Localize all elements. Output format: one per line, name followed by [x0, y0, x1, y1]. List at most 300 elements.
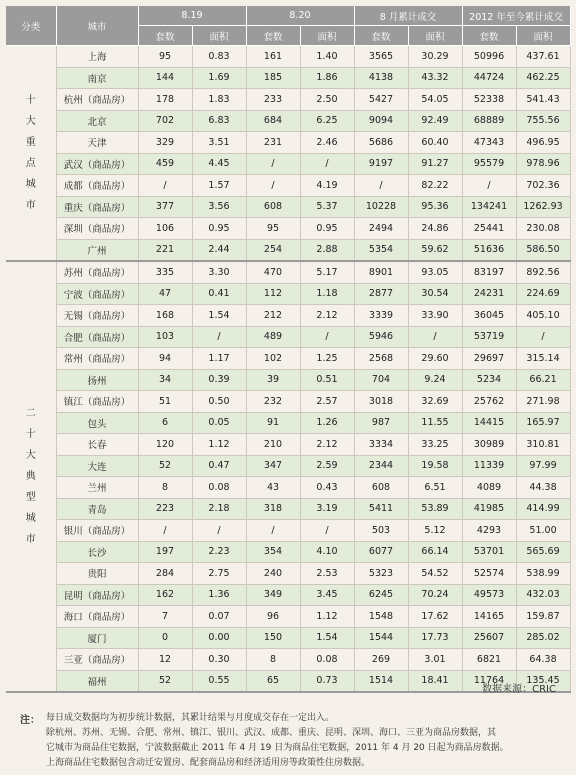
table-cell: 1.69 [192, 67, 246, 89]
table-cell: 349 [246, 584, 300, 606]
table-cell: 4089 [462, 477, 516, 499]
city-name: 无锡（商品房） [56, 305, 138, 327]
table-cell: 0.41 [192, 283, 246, 305]
subheader-area: 面积 [516, 26, 570, 46]
table-cell: 0.50 [192, 391, 246, 413]
table-cell: 1.36 [192, 584, 246, 606]
table-cell: 150 [246, 627, 300, 649]
table-cell: 68889 [462, 110, 516, 132]
table-cell: 231 [246, 132, 300, 154]
table-cell: 10228 [354, 196, 408, 218]
table-cell: 3018 [354, 391, 408, 413]
table-cell: 159.87 [516, 606, 570, 628]
table-row [6, 283, 570, 305]
table-cell: 978.96 [516, 153, 570, 175]
table-cell: 33.25 [408, 434, 462, 456]
table-row [6, 326, 570, 348]
table-cell: 54.05 [408, 89, 462, 111]
city-name: 昆明（商品房） [56, 584, 138, 606]
note-line: 除杭州、苏州、无锡、合肥、常州、镇江、银川、武汉、成都、重庆、昆明、深圳、海口、三亚为商品房数据，其 [46, 728, 497, 738]
table-row [6, 369, 570, 391]
city-name: 青岛 [56, 498, 138, 520]
table-cell: 94 [138, 348, 192, 370]
table-cell: 987 [354, 412, 408, 434]
table-cell: 5411 [354, 498, 408, 520]
table-cell: 106 [138, 218, 192, 240]
table-cell: 437.61 [516, 46, 570, 68]
table-cell: 0 [138, 627, 192, 649]
table-cell: 269 [354, 649, 408, 671]
city-name: 杭州（商品房） [56, 89, 138, 111]
table-cell: / [300, 520, 354, 542]
city-name: 长春 [56, 434, 138, 456]
table-row [6, 67, 570, 89]
table-cell: 2.12 [300, 305, 354, 327]
table-cell: 1.86 [300, 67, 354, 89]
table-cell: 0.39 [192, 369, 246, 391]
table-cell: 102 [246, 348, 300, 370]
table-cell: 414.99 [516, 498, 570, 520]
table-cell: 755.56 [516, 110, 570, 132]
table-cell: 34 [138, 369, 192, 391]
table-cell: 17.62 [408, 606, 462, 628]
table-cell: 2.18 [192, 498, 246, 520]
table-cell: 318 [246, 498, 300, 520]
table-row [6, 563, 570, 585]
table-cell: 95 [246, 218, 300, 240]
table-cell: 6 [138, 412, 192, 434]
city-name: 包头 [56, 412, 138, 434]
table-cell: / [246, 520, 300, 542]
table-cell: 25441 [462, 218, 516, 240]
table-cell: 892.56 [516, 261, 570, 283]
city-name: 兰州 [56, 477, 138, 499]
table-row [6, 153, 570, 175]
group-label-char: 二 [25, 408, 36, 419]
table-row [6, 348, 570, 370]
table-cell: 0.55 [192, 670, 246, 692]
table-row [6, 46, 570, 68]
table-cell: / [408, 326, 462, 348]
data-source: 数据来源：CRIC [482, 684, 556, 695]
table-cell: / [192, 520, 246, 542]
table-row [6, 391, 570, 413]
table-cell: 9.24 [408, 369, 462, 391]
note-line: 上海商品住宅数据包含动迁安置房、配套商品房和经济适用房等政策性住房数据。 [46, 758, 371, 768]
table-cell: 95.36 [408, 196, 462, 218]
table-cell: 91.27 [408, 153, 462, 175]
table-cell: 144 [138, 67, 192, 89]
table-row [6, 434, 570, 456]
table-cell: 3.30 [192, 261, 246, 283]
table-cell: 168 [138, 305, 192, 327]
table-cell: 66.14 [408, 541, 462, 563]
table-cell: 3.56 [192, 196, 246, 218]
city-name: 宁波（商品房） [56, 283, 138, 305]
table-cell: 271.98 [516, 391, 570, 413]
group-label-char: 城 [25, 513, 36, 524]
city-name: 合肥（商品房） [56, 326, 138, 348]
table-cell: 3.01 [408, 649, 462, 671]
city-name: 成都（商品房） [56, 175, 138, 197]
table-cell: 47343 [462, 132, 516, 154]
header-period-3: 2012 年至今累计成交 [462, 6, 570, 26]
group-label-char: 大 [25, 116, 36, 127]
subheader-units: 套数 [246, 26, 300, 46]
table-row [6, 649, 570, 671]
city-name: 苏州（商品房） [56, 261, 138, 283]
table-row [6, 412, 570, 434]
city-name: 长沙 [56, 541, 138, 563]
table-cell: 1544 [354, 627, 408, 649]
table-cell: 53719 [462, 326, 516, 348]
table-cell: 12 [138, 649, 192, 671]
table-cell: 11339 [462, 455, 516, 477]
table-cell: 5234 [462, 369, 516, 391]
table-cell: 197 [138, 541, 192, 563]
group-label [6, 46, 56, 262]
group-label-char: 点 [25, 158, 36, 169]
table-cell: 1514 [354, 670, 408, 692]
table-cell: 3334 [354, 434, 408, 456]
table-cell: 1.12 [192, 434, 246, 456]
table-cell: 2.75 [192, 563, 246, 585]
table-cell: 224.69 [516, 283, 570, 305]
table-cell: 5.37 [300, 196, 354, 218]
table-cell: 24.86 [408, 218, 462, 240]
table-cell: 1.40 [300, 46, 354, 68]
table-cell: 5323 [354, 563, 408, 585]
city-name: 镇江（商品房） [56, 391, 138, 413]
group-label-char: 十 [25, 429, 36, 440]
table-cell: / [300, 153, 354, 175]
table-cell: 41985 [462, 498, 516, 520]
table-cell: 704 [354, 369, 408, 391]
group-label-char: 十 [25, 95, 36, 106]
city-name: 贵阳 [56, 563, 138, 585]
table-row [6, 455, 570, 477]
table-cell: 2.50 [300, 89, 354, 111]
table-cell: 5354 [354, 239, 408, 261]
city-name: 深圳（商品房） [56, 218, 138, 240]
table-cell: 53.89 [408, 498, 462, 520]
table-cell: 0.95 [192, 218, 246, 240]
table-cell: / [138, 175, 192, 197]
header-period-0: 8.19 [138, 6, 246, 26]
table-cell: 1.17 [192, 348, 246, 370]
table-cell: 1.57 [192, 175, 246, 197]
table-cell: 538.99 [516, 563, 570, 585]
notes [46, 711, 566, 771]
table-cell: 52 [138, 670, 192, 692]
table-row [6, 305, 570, 327]
table-header [6, 6, 570, 46]
table-cell: 51 [138, 391, 192, 413]
table-cell: 240 [246, 563, 300, 585]
table-cell: 2.59 [300, 455, 354, 477]
table-cell: 212 [246, 305, 300, 327]
table-cell: 91 [246, 412, 300, 434]
table-cell: 0.83 [192, 46, 246, 68]
table-cell: 11764 [462, 670, 516, 692]
table-cell: 6077 [354, 541, 408, 563]
city-name: 福州 [56, 670, 138, 692]
city-name: 天津 [56, 132, 138, 154]
table-cell: 59.62 [408, 239, 462, 261]
subheader-units: 套数 [138, 26, 192, 46]
table-cell: 2494 [354, 218, 408, 240]
table-cell: / [462, 175, 516, 197]
table-cell: 19.58 [408, 455, 462, 477]
table-cell: 9197 [354, 153, 408, 175]
table-cell: / [246, 175, 300, 197]
table-cell: 254 [246, 239, 300, 261]
city-name: 大连 [56, 455, 138, 477]
table-cell: 0.00 [192, 627, 246, 649]
table-cell: 233 [246, 89, 300, 111]
table-cell: 95 [138, 46, 192, 68]
table-cell: 5686 [354, 132, 408, 154]
group-label-char: 市 [25, 534, 36, 545]
table-cell: 5.17 [300, 261, 354, 283]
note-line: 它城市为商品住宅数据，宁波数据截止 2011 年 4 月 19 日为商品住宅数据，2011 年 4 月 20 日起为商品房数据。 [46, 743, 509, 753]
table-cell: 0.05 [192, 412, 246, 434]
table-cell: 608 [246, 196, 300, 218]
table-cell: 230.08 [516, 218, 570, 240]
table-cell: 565.69 [516, 541, 570, 563]
table-cell: 210 [246, 434, 300, 456]
table-cell: 178 [138, 89, 192, 111]
table-cell: 54.52 [408, 563, 462, 585]
city-name: 武汉（商品房） [56, 153, 138, 175]
table-row [6, 239, 570, 261]
table-row [6, 261, 570, 283]
table-cell: 32.69 [408, 391, 462, 413]
table-row [6, 89, 570, 111]
table-cell: 223 [138, 498, 192, 520]
table-row [6, 498, 570, 520]
table-cell: 2568 [354, 348, 408, 370]
table-cell: 586.50 [516, 239, 570, 261]
table-cell: 2.53 [300, 563, 354, 585]
table-cell: 25607 [462, 627, 516, 649]
city-name: 海口（商品房） [56, 606, 138, 628]
table-cell: 2.44 [192, 239, 246, 261]
table-cell: 9094 [354, 110, 408, 132]
city-name: 厦门 [56, 627, 138, 649]
table-cell: 50996 [462, 46, 516, 68]
table-cell: 11.55 [408, 412, 462, 434]
header-period-1: 8.20 [246, 6, 354, 26]
table-cell: 489 [246, 326, 300, 348]
table-cell: 232 [246, 391, 300, 413]
table-cell: 18.41 [408, 670, 462, 692]
table-cell: 112 [246, 283, 300, 305]
table-cell: 2877 [354, 283, 408, 305]
table-cell: 185 [246, 67, 300, 89]
table-cell: 70.24 [408, 584, 462, 606]
table-cell: 354 [246, 541, 300, 563]
group-label [6, 261, 56, 692]
table-cell: 684 [246, 110, 300, 132]
city-name: 重庆（商品房） [56, 196, 138, 218]
table-cell: 5946 [354, 326, 408, 348]
table-cell: / [192, 326, 246, 348]
city-name: 常州（商品房） [56, 348, 138, 370]
table-cell: 0.30 [192, 649, 246, 671]
subheader-units: 套数 [462, 26, 516, 46]
table-cell: 4.19 [300, 175, 354, 197]
table-cell: 44724 [462, 67, 516, 89]
table-row [6, 627, 570, 649]
table-cell: 496.95 [516, 132, 570, 154]
table-cell: 5.12 [408, 520, 462, 542]
table-cell: 8 [138, 477, 192, 499]
city-name: 上海 [56, 46, 138, 68]
table-cell: 30989 [462, 434, 516, 456]
table-cell: 1548 [354, 606, 408, 628]
table-row [6, 110, 570, 132]
table-cell: 0.43 [300, 477, 354, 499]
table-cell: 65 [246, 670, 300, 692]
table-cell: 315.14 [516, 348, 570, 370]
table-cell: 39 [246, 369, 300, 391]
table-cell: 44.38 [516, 477, 570, 499]
city-name: 南京 [56, 67, 138, 89]
table-cell: 3.19 [300, 498, 354, 520]
city-name: 扬州 [56, 369, 138, 391]
table-cell: 1262.93 [516, 196, 570, 218]
table-cell: 30.54 [408, 283, 462, 305]
city-name: 广州 [56, 239, 138, 261]
table-cell: 6821 [462, 649, 516, 671]
note-label: 注： [20, 715, 40, 726]
table-cell: 52338 [462, 89, 516, 111]
table-cell: 66.21 [516, 369, 570, 391]
group-label-char: 典 [25, 471, 36, 482]
table-cell: 6.83 [192, 110, 246, 132]
table-cell: 2.88 [300, 239, 354, 261]
group-label-char: 型 [25, 492, 36, 503]
table-cell: 0.07 [192, 606, 246, 628]
table-cell: 83197 [462, 261, 516, 283]
table-cell: 52574 [462, 563, 516, 585]
table-cell: 51.00 [516, 520, 570, 542]
table-cell: 1.54 [192, 305, 246, 327]
table-cell: 36045 [462, 305, 516, 327]
table-cell: 1.12 [300, 606, 354, 628]
table-row [6, 477, 570, 499]
table-cell: 0.95 [300, 218, 354, 240]
table-cell: 5427 [354, 89, 408, 111]
table-cell: 47 [138, 283, 192, 305]
table-cell: 14165 [462, 606, 516, 628]
table-cell: 161 [246, 46, 300, 68]
table-row [6, 584, 570, 606]
table-row [6, 606, 570, 628]
table-cell: / [516, 326, 570, 348]
table-cell: 6245 [354, 584, 408, 606]
table-cell: 2.23 [192, 541, 246, 563]
table-cell: 1.54 [300, 627, 354, 649]
table-row [6, 196, 570, 218]
table-cell: 329 [138, 132, 192, 154]
table-cell: 8901 [354, 261, 408, 283]
city-name: 三亚（商品房） [56, 649, 138, 671]
table-cell: 221 [138, 239, 192, 261]
transaction-table [6, 6, 571, 693]
table-cell: 459 [138, 153, 192, 175]
table-row [6, 218, 570, 240]
table-cell: / [138, 520, 192, 542]
table-cell: 103 [138, 326, 192, 348]
table-cell: 285.02 [516, 627, 570, 649]
table-cell: 4293 [462, 520, 516, 542]
header-group: 分类 [6, 6, 56, 46]
table-cell: 8 [246, 649, 300, 671]
table-cell: 6.51 [408, 477, 462, 499]
table-cell: 2.57 [300, 391, 354, 413]
table-cell: 0.47 [192, 455, 246, 477]
table-cell: 14415 [462, 412, 516, 434]
table-cell: 4138 [354, 67, 408, 89]
table-cell: 503 [354, 520, 408, 542]
table-cell: 608 [354, 477, 408, 499]
table-cell: 43.32 [408, 67, 462, 89]
table-row [6, 520, 570, 542]
table-cell: 1.25 [300, 348, 354, 370]
table-cell: 432.03 [516, 584, 570, 606]
table-cell: 0.08 [192, 477, 246, 499]
table-cell: 30.29 [408, 46, 462, 68]
group-label-char: 市 [25, 200, 36, 211]
table-cell: 82.22 [408, 175, 462, 197]
table-cell: 29.60 [408, 348, 462, 370]
table-cell: 49573 [462, 584, 516, 606]
header-city: 城市 [56, 6, 138, 46]
table-cell: 52 [138, 455, 192, 477]
table-cell: 541.43 [516, 89, 570, 111]
table-cell: 97.99 [516, 455, 570, 477]
table-cell: 33.90 [408, 305, 462, 327]
table-cell: 165.97 [516, 412, 570, 434]
table-body [6, 46, 570, 693]
city-name: 银川（商品房） [56, 520, 138, 542]
table-cell: 162 [138, 584, 192, 606]
subheader-area: 面积 [408, 26, 462, 46]
subheader-area: 面积 [300, 26, 354, 46]
table-cell: 135.45 [516, 670, 570, 692]
table-cell: 25762 [462, 391, 516, 413]
table-cell: 310.81 [516, 434, 570, 456]
table-cell: 64.38 [516, 649, 570, 671]
table-cell: 120 [138, 434, 192, 456]
table-cell: 51636 [462, 239, 516, 261]
table-cell: 405.10 [516, 305, 570, 327]
header-period-2: 8 月累计成交 [354, 6, 462, 26]
table-cell: 1.18 [300, 283, 354, 305]
table-cell: 1.26 [300, 412, 354, 434]
table-cell: 2.12 [300, 434, 354, 456]
table-cell: 284 [138, 563, 192, 585]
table-row [6, 175, 570, 197]
note-line: 每日成交数据均为初步统计数据，其累计结果与月度成交存在一定出入。 [46, 713, 335, 723]
table-cell: / [354, 175, 408, 197]
table-cell: 3.51 [192, 132, 246, 154]
group-label-char: 城 [25, 179, 36, 190]
table-cell: 0.51 [300, 369, 354, 391]
table-cell: 3339 [354, 305, 408, 327]
